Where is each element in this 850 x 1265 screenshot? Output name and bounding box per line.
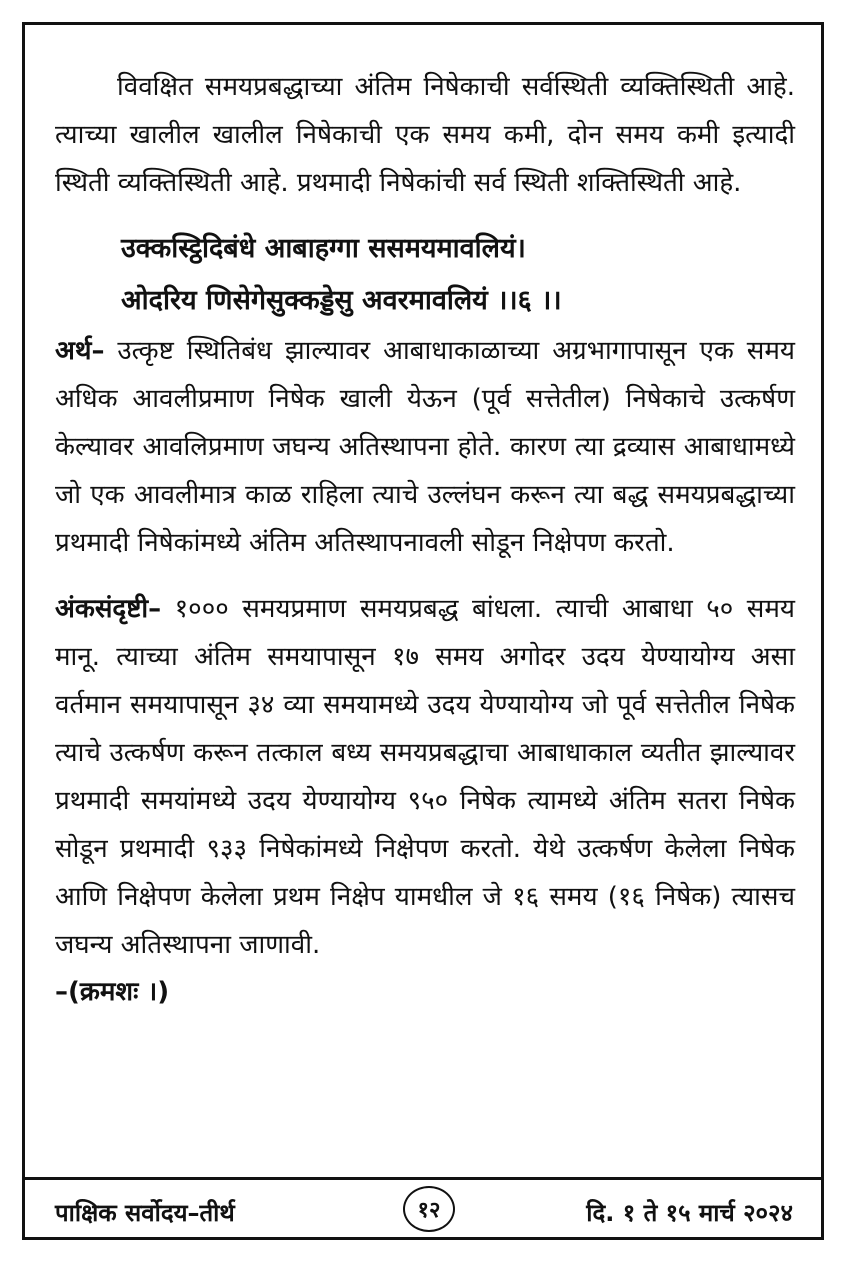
page-content xyxy=(55,63,795,1015)
example-paragraph xyxy=(55,585,795,969)
footer-divider xyxy=(25,1177,821,1180)
page-number: १२ xyxy=(403,1186,455,1232)
meaning-text: उत्कृष्ट स्थितिबंध झाल्यावर आबाधाकाळाच्या अग्रभागापासून एक समय अधिक आवलीप्रमाण निषेक खाली येऊन (पूर्व सत्तेतील) निषेकाचे उत्कर्षण केल्यावर आवलिप्रमाण जघन्य अतिस्थापना होते. कारण त्या द्रव्यास आबाधामध्ये जो एक आवलीमात्र काळ राहिला त्याचे उल्लंघन करून त्या बद्ध समयप्रबद्धाच्या प्रथमादी निषेकांमध्ये अंतिम अतिस्थापनावली सोडून निक्षेपण करतो. xyxy=(55,336,795,558)
verse-line-1: उक्कस्ट्ठिदिबंधे आबाहग्गा ससमयमावलियं। xyxy=(121,233,526,264)
verse-line-2: ओदरिय णिसेगेसुक्कड्डेसु अवरमावलियं ।।६ ।। xyxy=(121,285,562,316)
meaning-label: अर्थ– xyxy=(55,336,105,366)
continued-note: –(क्रमशः ।) xyxy=(55,977,170,1007)
page-footer xyxy=(25,1182,821,1240)
meaning-paragraph xyxy=(55,327,795,567)
issue-date: दि. १ ते १५ मार्च २०२४ xyxy=(586,1199,793,1227)
intro-paragraph: विवक्षित समयप्रबद्धाच्या अंतिम निषेकाची सर्वस्थिती व्यक्तिस्थिती आहे. त्याच्या खालील खालील निषेकाची एक समय कमी, दोन समय कमी इत्यादी स्थिती व्यक्तिस्थिती आहे. प्रथमादी निषेकांची सर्व स्थिती शक्तिस्थिती आहे. xyxy=(55,72,795,198)
example-label: अंकसंदृष्टी– xyxy=(55,594,162,624)
verse-block xyxy=(55,223,795,327)
page-frame xyxy=(22,22,824,1240)
publication-name: पाक्षिक सर्वोदय–तीर्थ xyxy=(55,1199,235,1227)
example-text: १००० समयप्रमाण समयप्रबद्ध बांधला. त्याची आबाधा ५० समय मानू. त्याच्या अंतिम समयापासून १७ समय अगोदर उदय येण्यायोग्य असा वर्तमान समयापासून ३४ व्या समयामध्ये उदय येण्यायोग्य जो पूर्व सत्तेतील निषेक त्याचे उत्कर्षण करून तत्काल बध्य समयप्रबद्धाचा आबाधाकाल व्यतीत झाल्यावर प्रथमादी समयांमध्ये उदय येण्यायोग्य ९५० निषेक त्यामध्ये अंतिम सतरा निषेक सोडून प्रथमादी ९३३ निषेकांमध्ये निक्षेपण करतो. येथे उत्कर्षण केलेला निषेक आणि निक्षेपण केलेला प्रथम निक्षेप यामधील जे १६ समय (१६ निषेक) त्यासच जघन्य अतिस्थापना जाणावी. xyxy=(55,594,795,960)
